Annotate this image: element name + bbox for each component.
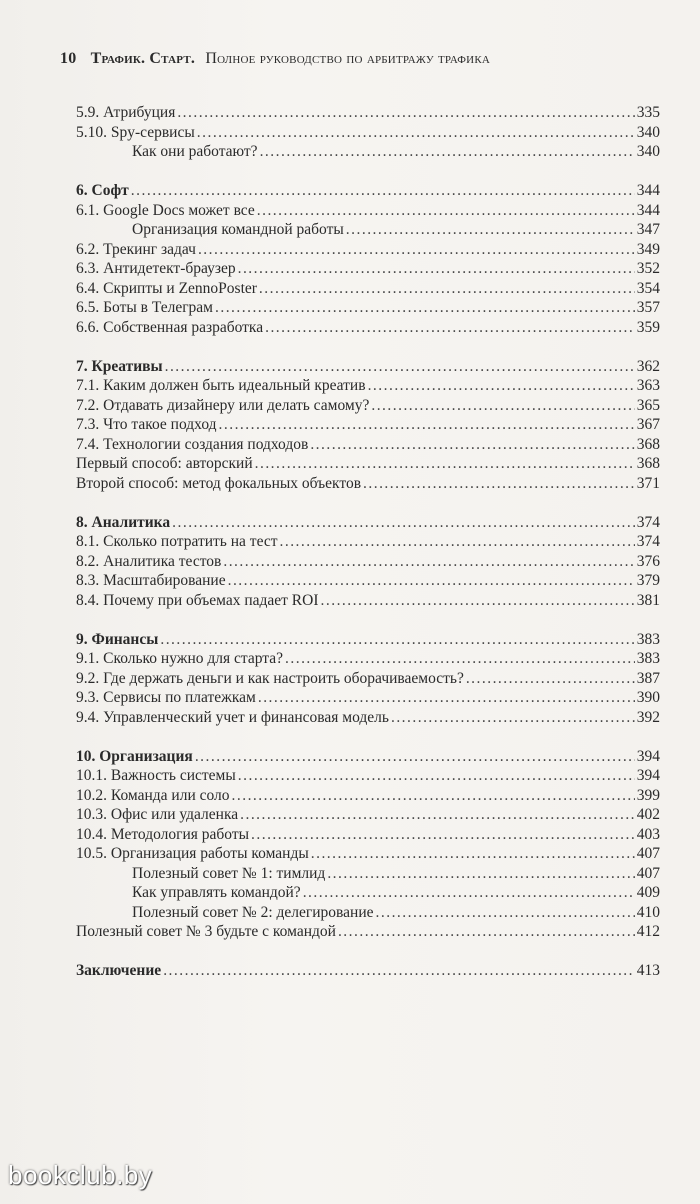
toc-chapter-entry xyxy=(76,630,660,650)
toc-entry-page-number: 362 xyxy=(636,357,660,375)
toc-entry-label: Полезный совет № 2: делегирование xyxy=(132,903,374,921)
toc-entry-page-number: 357 xyxy=(636,299,660,316)
dot-leader xyxy=(259,279,635,299)
dot-leader xyxy=(466,669,635,689)
toc-entry xyxy=(76,883,660,903)
toc-entry xyxy=(76,123,660,143)
toc-entry xyxy=(76,220,660,240)
dot-leader xyxy=(177,103,634,123)
toc-entry-page-number: 413 xyxy=(636,962,660,979)
toc-gap xyxy=(76,942,660,962)
toc-entry xyxy=(76,844,660,864)
dot-leader xyxy=(258,688,635,708)
toc-entry-page-number: 383 xyxy=(636,650,660,667)
header-book-title: Трафик. Старт. xyxy=(90,50,196,67)
toc-entry-page-number: 376 xyxy=(636,552,660,570)
toc-entry xyxy=(76,318,660,338)
toc-entry-page-number: 374 xyxy=(636,513,660,531)
toc-entry-page-number: 407 xyxy=(636,845,660,862)
toc-chapter-entry xyxy=(76,513,660,533)
header-book-subtitle: Полное руководство по арбитражу трафика xyxy=(205,50,491,67)
toc-entry xyxy=(76,279,660,299)
watermark: bookclub.by xyxy=(8,1160,153,1190)
dot-leader xyxy=(219,415,635,435)
toc-entry xyxy=(76,201,660,221)
toc-entry xyxy=(76,903,660,923)
toc-entry-label: 9.3. Сервисы по платежкам xyxy=(76,689,256,706)
toc-entry-label: Заключение xyxy=(76,962,162,979)
dot-leader xyxy=(391,708,635,728)
toc-entry-label: 10. Организация xyxy=(76,747,193,765)
toc-entry-label: 6.2. Трекинг задач xyxy=(76,240,196,258)
dot-leader xyxy=(303,883,635,903)
toc-entry xyxy=(76,142,660,162)
toc-entry-page-number: 381 xyxy=(636,591,660,609)
toc-entry xyxy=(76,864,660,884)
dot-leader xyxy=(368,376,635,396)
dot-leader xyxy=(172,513,635,533)
toc-entry xyxy=(76,571,660,591)
dot-leader xyxy=(311,844,635,864)
toc-entry-label: Как они работают? xyxy=(132,143,258,160)
toc-entry-label: Полезный совет № 3 будьте с командой xyxy=(76,923,336,940)
toc-entry xyxy=(76,454,660,474)
dot-leader xyxy=(240,805,635,825)
toc-entry-label: Второй способ: метод фокальных объектов xyxy=(76,474,362,492)
toc-gap xyxy=(76,727,660,747)
dot-leader xyxy=(163,961,635,981)
toc-entry-label: Полезный совет № 1: тимлид xyxy=(132,864,326,882)
toc-entry-label: Организация командной работы xyxy=(132,221,344,238)
toc-entry-label: 8.4. Почему при объемах падает ROI xyxy=(76,591,319,609)
toc-entry xyxy=(76,435,660,455)
dot-leader xyxy=(195,747,635,767)
toc-entry-label: 7.3. Что такое подход xyxy=(76,416,217,433)
toc-entry-page-number: 392 xyxy=(636,708,660,726)
dot-leader xyxy=(238,766,635,786)
toc-entry xyxy=(76,591,660,611)
toc-entry xyxy=(76,259,660,279)
toc-entry-label: 7. Креативы xyxy=(76,357,163,375)
toc-entry-label: 10.4. Методология работы xyxy=(76,825,250,843)
toc-entry-page-number: 407 xyxy=(636,864,660,882)
dot-leader xyxy=(310,435,634,455)
toc-entry xyxy=(76,103,660,123)
toc-entry xyxy=(76,298,660,318)
dot-leader xyxy=(255,454,635,474)
toc-entry-label: 6.3. Антидетект-браузер xyxy=(76,260,236,277)
toc-gap xyxy=(76,610,660,630)
toc-entry-page-number: 394 xyxy=(636,747,660,765)
toc-entry xyxy=(76,922,660,942)
toc-entry xyxy=(76,552,660,572)
toc-entry xyxy=(76,688,660,708)
toc-entry xyxy=(76,786,660,806)
toc-entry-label: 10.5. Организация работы команды xyxy=(76,845,309,862)
toc-entry xyxy=(76,825,660,845)
toc-entry-page-number: 402 xyxy=(636,806,660,823)
dot-leader xyxy=(223,552,634,572)
toc-entry-label: 8.1. Сколько потратить на тест xyxy=(76,533,278,550)
toc-chapter-entry xyxy=(76,747,660,767)
toc-entry-page-number: 412 xyxy=(636,923,660,940)
toc-entry xyxy=(76,396,660,416)
toc-gap xyxy=(76,337,660,357)
toc-entry xyxy=(76,805,660,825)
toc-entry-page-number: 383 xyxy=(636,630,660,648)
dot-leader xyxy=(131,181,635,201)
toc-chapter-entry xyxy=(76,181,660,201)
toc-entry-page-number: 410 xyxy=(636,903,660,921)
toc-entry-page-number: 409 xyxy=(636,884,660,901)
toc-entry xyxy=(76,240,660,260)
dot-leader xyxy=(376,903,635,923)
toc-entry-page-number: 368 xyxy=(636,435,660,453)
dot-leader xyxy=(160,630,634,650)
toc-entry xyxy=(76,415,660,435)
dot-leader xyxy=(165,357,635,377)
dot-leader xyxy=(327,864,634,884)
toc-entry-page-number: 354 xyxy=(636,279,660,297)
toc-entry-label: 6. Софт xyxy=(76,182,129,199)
toc-entry-page-number: 340 xyxy=(636,143,660,160)
dot-leader xyxy=(338,922,635,942)
dot-leader xyxy=(363,474,635,494)
toc-entry-label: 10.2. Команда или соло xyxy=(76,786,230,804)
table-of-contents xyxy=(76,103,660,981)
toc-entry-label: 9.1. Сколько нужно для старта? xyxy=(76,650,284,667)
toc-entry-label: 10.3. Офис или удаленка xyxy=(76,806,239,823)
toc-entry-page-number: 344 xyxy=(636,201,660,219)
dot-leader xyxy=(280,532,635,552)
dot-leader xyxy=(265,318,635,338)
dot-leader xyxy=(232,786,635,806)
toc-entry xyxy=(76,532,660,552)
toc-entry-page-number: 403 xyxy=(636,825,660,843)
toc-entry-page-number: 399 xyxy=(636,786,660,804)
toc-entry-label: 6.5. Боты в Телеграм xyxy=(76,299,213,316)
toc-entry-page-number: 374 xyxy=(636,533,660,550)
dot-leader xyxy=(251,825,635,845)
toc-entry-label: 7.1. Каким должен быть идеальный креатив xyxy=(76,377,366,394)
dot-leader xyxy=(238,259,635,279)
toc-gap xyxy=(76,162,660,182)
toc-entry-label: 5.10. Spy-сервисы xyxy=(76,123,195,141)
toc-entry-page-number: 394 xyxy=(636,767,660,784)
toc-entry-label: Как управлять командой? xyxy=(132,884,301,901)
toc-entry xyxy=(76,766,660,786)
toc-entry-label: 8.2. Аналитика тестов xyxy=(76,552,222,570)
toc-entry-page-number: 379 xyxy=(636,572,660,589)
toc-chapter-entry xyxy=(76,961,660,981)
toc-entry-label: 9.2. Где держать деньги и как настроить оборачиваемость? xyxy=(76,669,464,687)
toc-entry-page-number: 347 xyxy=(636,221,660,238)
toc-entry-label: 6.1. Google Docs может все xyxy=(76,201,255,219)
toc-entry-label: Первый способ: авторский xyxy=(76,455,253,472)
toc-entry xyxy=(76,376,660,396)
toc-gap xyxy=(76,493,660,513)
dot-leader xyxy=(285,649,635,669)
dot-leader xyxy=(260,142,635,162)
toc-entry-label: 9. Финансы xyxy=(76,630,159,648)
toc-entry-label: 8. Аналитика xyxy=(76,513,171,531)
toc-entry-page-number: 387 xyxy=(636,669,660,687)
dot-leader xyxy=(228,571,635,591)
dot-leader xyxy=(198,240,635,260)
toc-entry-page-number: 367 xyxy=(636,416,660,433)
toc-entry xyxy=(76,649,660,669)
toc-entry-page-number: 340 xyxy=(636,123,660,141)
dot-leader xyxy=(371,396,634,416)
toc-entry-label: 8.3. Масштабирование xyxy=(76,572,226,589)
toc-entry-page-number: 371 xyxy=(636,474,660,492)
toc-entry xyxy=(76,669,660,689)
toc-entry xyxy=(76,474,660,494)
dot-leader xyxy=(321,591,635,611)
toc-entry-page-number: 365 xyxy=(636,396,660,414)
dot-leader xyxy=(215,298,635,318)
dot-leader xyxy=(257,201,635,221)
dot-leader xyxy=(197,123,635,143)
toc-entry-page-number: 368 xyxy=(636,455,660,472)
toc-entry-page-number: 349 xyxy=(636,240,660,258)
toc-entry-page-number: 352 xyxy=(636,260,660,277)
dot-leader xyxy=(346,220,635,240)
toc-entry-page-number: 335 xyxy=(636,104,660,121)
toc-entry-page-number: 390 xyxy=(636,689,660,706)
header-page-number: 10 xyxy=(60,50,77,67)
toc-entry-page-number: 363 xyxy=(636,377,660,394)
toc-entry-label: 5.9. Атрибуция xyxy=(76,104,176,121)
toc-chapter-entry xyxy=(76,357,660,377)
toc-entry-label: 10.1. Важность системы xyxy=(76,767,236,784)
toc-entry-page-number: 344 xyxy=(636,182,660,199)
toc-entry-label: 6.4. Скрипты и ZennoPoster xyxy=(76,279,257,297)
toc-entry-label: 6.6. Собственная разработка xyxy=(76,318,264,336)
toc-entry xyxy=(76,708,660,728)
running-header xyxy=(60,50,660,68)
toc-entry-label: 9.4. Управленческий учет и финансовая модель xyxy=(76,708,389,726)
toc-entry-page-number: 359 xyxy=(636,318,660,336)
toc-entry-label: 7.2. Отдавать дизайнеру или делать самому? xyxy=(76,396,370,414)
toc-entry-label: 7.4. Технологии создания подходов xyxy=(76,435,309,453)
